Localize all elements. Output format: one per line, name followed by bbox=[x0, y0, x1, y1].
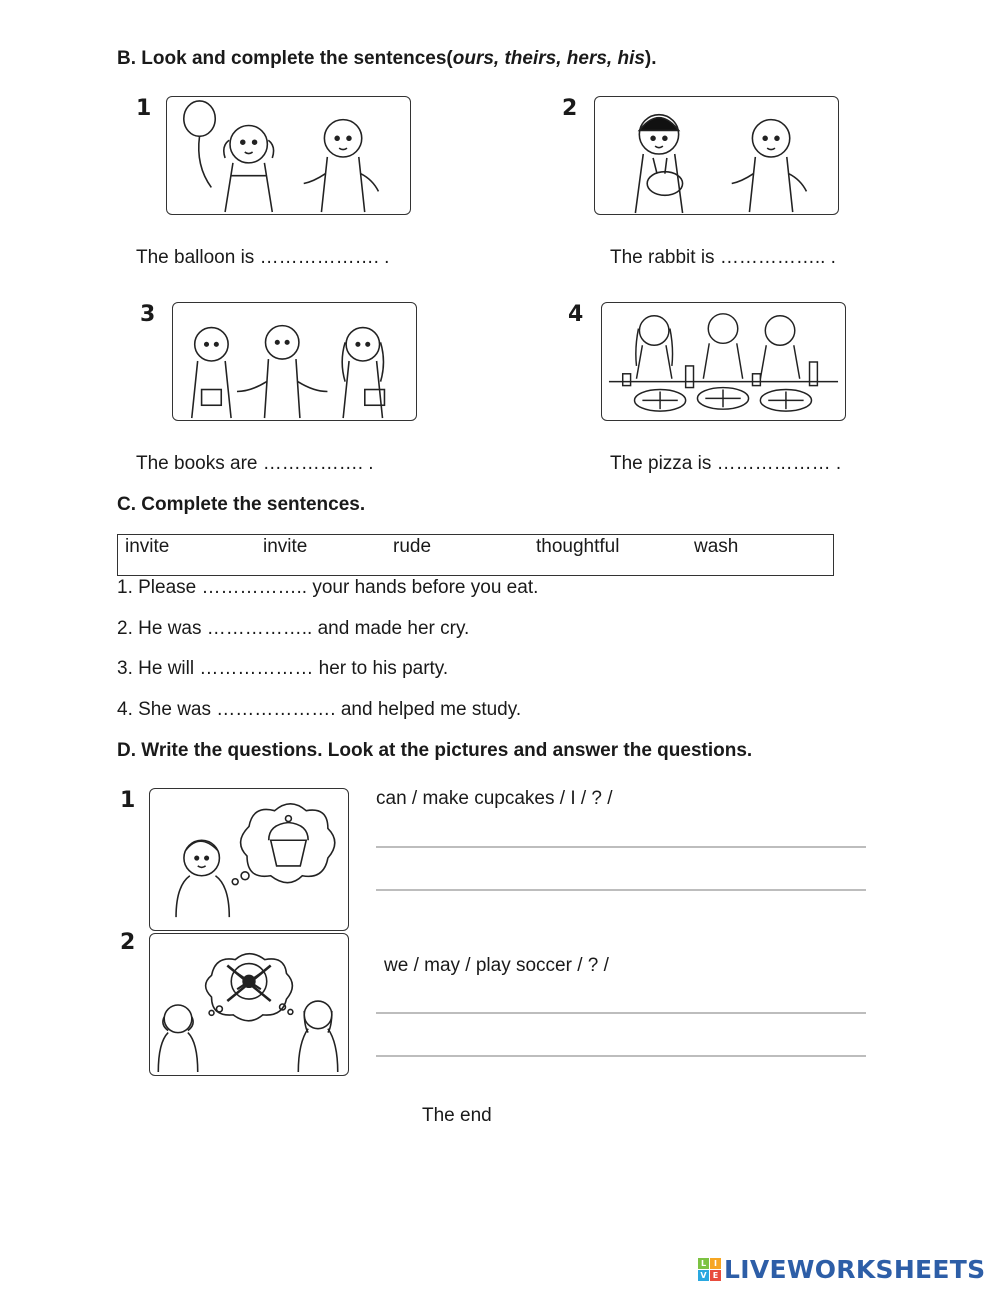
c-sentence-1: 1. Please …………….. your hands before you eat. bbox=[117, 577, 539, 598]
kids-pizza-illustration bbox=[602, 303, 845, 420]
word-bank-item: rude bbox=[393, 536, 432, 557]
c-sentence-2: 2. He was …………….. and made her cry. bbox=[117, 618, 470, 639]
item-number: 1 bbox=[120, 788, 136, 813]
logo-text: LIVEWORKSHEETS bbox=[724, 1255, 986, 1284]
heading-word-options: ours, theirs, hers, his bbox=[452, 48, 645, 69]
d-prompt-2: we / may / play soccer / ? / bbox=[384, 955, 609, 976]
c-sentence-3: 3. He will ……………… her to his party. bbox=[117, 658, 449, 679]
logo-blocks-icon bbox=[698, 1258, 721, 1281]
c-sentence-4: 4. She was ………………. and helped me study. bbox=[117, 699, 522, 720]
logo-block: L bbox=[698, 1258, 709, 1269]
word-bank-item: invite bbox=[125, 536, 170, 557]
boy-rabbit-illustration bbox=[595, 97, 838, 214]
boy-cupcake-illustration bbox=[150, 789, 348, 930]
picture-girls-soccer bbox=[149, 933, 349, 1076]
section-c-heading: C. Complete the sentences. bbox=[117, 494, 366, 515]
item-number: 2 bbox=[120, 930, 136, 955]
girls-soccer-illustration bbox=[150, 934, 348, 1075]
sentence-3: The books are ……………. . bbox=[136, 453, 374, 474]
item-number: 4 bbox=[568, 302, 584, 327]
logo-block: V bbox=[698, 1270, 709, 1281]
section-b-heading bbox=[117, 48, 657, 70]
logo-block: I bbox=[710, 1258, 721, 1269]
heading-text: B. Look and complete the sentences( bbox=[117, 48, 453, 69]
sentence-2: The rabbit is …………….. . bbox=[610, 247, 836, 268]
answer-line[interactable] bbox=[376, 1012, 866, 1014]
item-number: 3 bbox=[140, 302, 156, 327]
word-bank-item: thoughtful bbox=[536, 536, 620, 557]
picture-boy-rabbit bbox=[594, 96, 839, 215]
sentence-4: The pizza is ……………… . bbox=[610, 453, 842, 474]
picture-kids-books bbox=[172, 302, 417, 421]
picture-boy-cupcake bbox=[149, 788, 349, 931]
answer-line[interactable] bbox=[376, 1055, 866, 1057]
liveworksheets-logo bbox=[698, 1255, 985, 1284]
item-number: 1 bbox=[136, 96, 152, 121]
picture-kids-pizza bbox=[601, 302, 846, 421]
d-prompt-1: can / make cupcakes / I / ? / bbox=[376, 788, 613, 809]
answer-line[interactable] bbox=[376, 846, 866, 848]
picture-balloon-girls bbox=[166, 96, 411, 215]
logo-block: E bbox=[710, 1270, 721, 1281]
word-bank bbox=[117, 534, 834, 576]
balloon-girls-illustration bbox=[167, 97, 410, 214]
sentence-1: The balloon is ………………. . bbox=[136, 247, 390, 268]
kids-books-illustration bbox=[173, 303, 416, 420]
word-bank-item: invite bbox=[263, 536, 308, 557]
end-text: The end bbox=[422, 1105, 492, 1126]
item-number: 2 bbox=[562, 96, 578, 121]
section-d-heading: D. Write the questions. Look at the pictures and answer the questions. bbox=[117, 740, 753, 761]
heading-text: ). bbox=[644, 48, 657, 69]
word-bank-item: wash bbox=[694, 536, 739, 557]
answer-line[interactable] bbox=[376, 889, 866, 891]
